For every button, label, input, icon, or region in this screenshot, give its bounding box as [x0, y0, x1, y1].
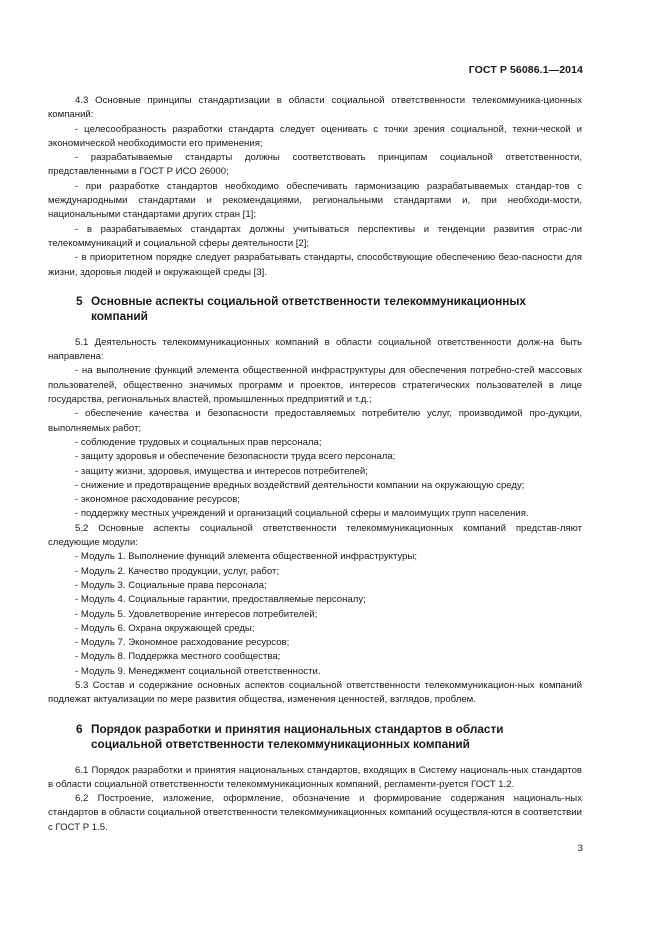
list-item: - на выполнение функций элемента общественной инфраструктуры для обеспечения потребно-стей массовых пользователей, общественно значимых программ и проектов, интересов стратегических пользователей в лице государства, региональных властей, промышленных предприятий и т.д.;: [48, 365, 582, 406]
list-item: - Модуль 5. Удовлетворение интересов потребителей;: [75, 608, 318, 620]
list-item: - в приоритетном порядке следует разрабатывать стандарты, способствующие обеспечению безо-пасности для жизни, здоровья людей и окружающей среды [3].: [48, 252, 582, 278]
section-title-line: социальной ответственности телекоммуникационных компаний: [91, 736, 470, 751]
paragraph: 6.1 Порядок разработки и принятия национальных стандартов, входящих в Систему националь-ных стандартов в области социальной ответственности телекоммуникационных компаний, регламенти-руется ГОСТ 1.2.: [48, 764, 582, 790]
list-item: - Модуль 3. Социальные права персонала;: [75, 579, 267, 591]
list-item: - Модуль 2. Качество продукции, услуг, работ;: [75, 565, 280, 577]
document-code-header: ГОСТ Р 56086.1—2014: [468, 64, 583, 76]
page-number: 3: [577, 843, 583, 854]
paragraph: 4.3 Основные принципы стандартизации в области социальной ответственности телекоммуника-ционных компаний:: [48, 95, 582, 121]
list-item: - соблюдение трудовых и социальных прав персонала;: [75, 436, 322, 448]
list-item: - защиту здоровья и обеспечение безопасности труда всего персонала;: [75, 451, 396, 463]
list-item: - в разрабатываемых стандартах должны учитываться перспективы и тенденции развития отрас-ли телекоммуникаций и социальной сферы деятельности [2];: [48, 223, 582, 249]
paragraph: 6.2 Построение, изложение, оформление, обозначение и формирование содержания националь-ных стандартов в области социальной ответственности телекоммуникационных компаний осуществля-ются в соответствии с ГОСТ Р 1.5.: [48, 793, 582, 833]
section-title-line: Основные аспекты социальной ответственности телекоммуникационных: [91, 293, 526, 308]
list-item: - поддержку местных учреждений и организаций социальной сферы и малоимущих групп населения.: [75, 508, 529, 520]
list-item: - целесообразность разработки стандарта следует оценивать с точки зрения социальной, техни-ческой и экономической необходимости его применения;: [48, 123, 582, 149]
section-5-heading: [48, 294, 582, 324]
section-5-body: [48, 336, 582, 708]
section-number: 5: [76, 293, 83, 308]
section-6-heading: [48, 722, 582, 752]
list-item: - Модуль 8. Поддержка местного сообщества;: [75, 651, 281, 663]
list-item: - Модуль 1. Выполнение функций элемента общественной инфраструктуры;: [75, 551, 418, 563]
section-6-body: [48, 764, 582, 835]
list-item: - при разработке стандартов необходимо обеспечивать гармонизацию разрабатываемых стандар-тов с международными стандартами и рекомендациями, региональными стандартами и, при необходи-мости, национальными стандартами других стран [1];: [48, 180, 582, 221]
document-body: [48, 94, 582, 835]
list-item: - снижение и предотвращение вредных воздействий деятельности компании на окружающую среду;: [75, 479, 525, 491]
list-item: - Модуль 6. Охрана окружающей среды;: [75, 622, 255, 634]
section-4-continuation: [48, 94, 582, 280]
list-item: - обеспечение качества и безопасности предоставляемых потребителю услуг, производимой про-дукции, выполняемых работ;: [48, 408, 582, 434]
list-item: - Модуль 9. Менеджмент социальной ответственности.: [75, 665, 321, 677]
list-item: - разрабатываемые стандарты должны соответствовать принципам социальной ответственности, представленными в ГОСТ Р ИСО 26000;: [48, 152, 582, 178]
section-title-line: Порядок разработки и принятия национальных стандартов в области: [91, 721, 504, 736]
list-item: - Модуль 7. Экономное расходование ресурсов;: [75, 637, 290, 649]
paragraph: 5.1 Деятельность телекоммуникационных компаний в области социальной ответственности долж-на быть направлена:: [48, 336, 582, 363]
section-number: 6: [76, 721, 83, 736]
list-item: - экономное расходование ресурсов;: [75, 494, 240, 506]
paragraph: 5.3 Состав и содержание основных аспектов социальной ответственности телекоммуникацион-ных компаний подлежат актуализации по мере развития общества, изменения ценностей, взглядов, проблем.: [48, 679, 582, 706]
paragraph: 5.2 Основные аспекты социальной ответственности телекоммуникационных компаний представ-ляют следующие модули:: [48, 522, 582, 549]
list-item: - Модуль 4. Социальные гарантии, предоставляемые персоналу;: [75, 594, 366, 606]
list-item: - защиту жизни, здоровья, имущества и интересов потребителей;: [75, 465, 368, 477]
section-title-line: компаний: [91, 308, 148, 323]
